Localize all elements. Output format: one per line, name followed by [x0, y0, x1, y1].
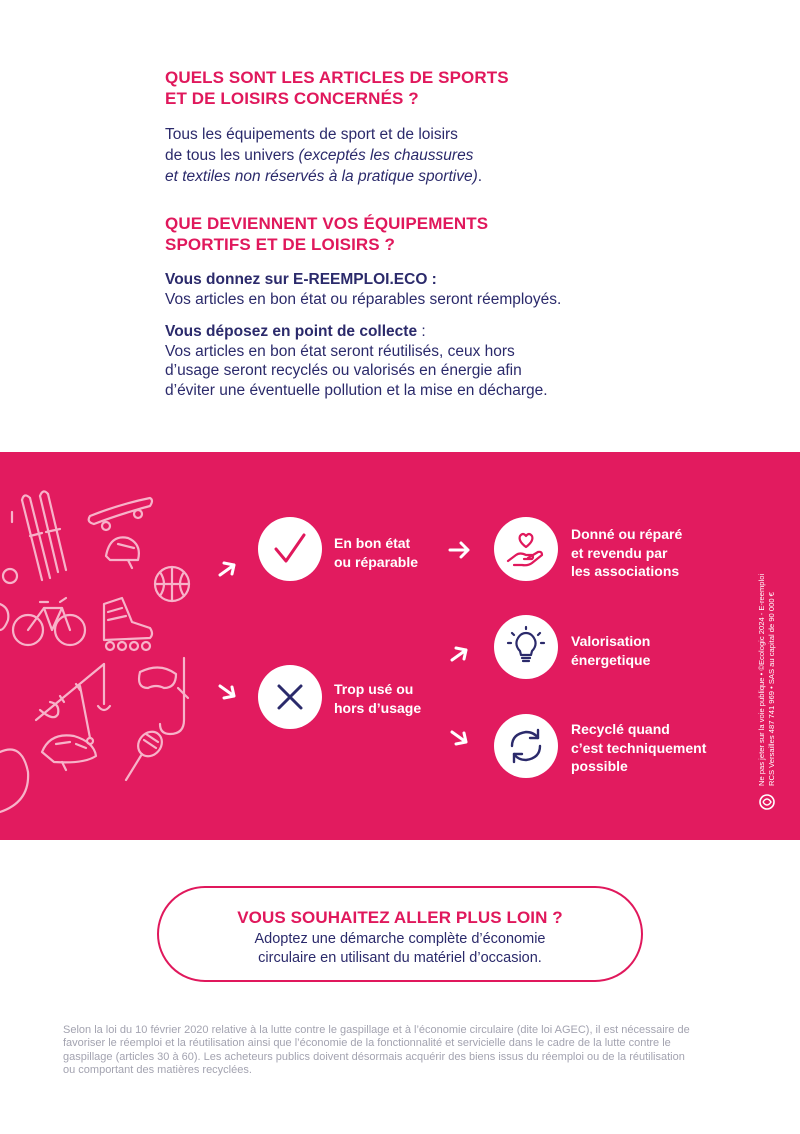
footnote-line: Selon la loi du 10 février 2020 relative à la lutte contre le gaspillage et à l’économie circulaire (dite loi AGEC), il est nécessaire de: [63, 1024, 690, 1036]
stick-icon: [80, 686, 93, 744]
recycling-circle: [494, 714, 558, 778]
deposit-colon: :: [417, 323, 426, 340]
deposit-heading: Vous déposez en point de collecte: [165, 323, 418, 340]
label-line: En bon état: [334, 535, 411, 551]
description-line: [165, 166, 585, 187]
description-plain: .: [477, 168, 483, 185]
worn-out-label: [334, 680, 421, 717]
section-title-line: ET DE LOISIRS CONCERNÉS ?: [165, 89, 419, 108]
ball-icon: [3, 569, 17, 583]
section-title-equipment-fate: [165, 213, 488, 255]
label-line: c’est techniquement: [571, 739, 707, 756]
checkmark-icon: [270, 529, 310, 569]
footnote-line: gaspillage (articles 30 à 60). Les acheteurs publics doivent désormais acquérir des biens issus du réemploi ou de la réutilisation: [63, 1050, 685, 1063]
recycled-label: [571, 720, 706, 776]
label-line: énergetique: [571, 651, 651, 668]
footnote-line: ou comportant des matières recyclées.: [63, 1063, 252, 1076]
cross-circle: [258, 665, 322, 729]
legal-line-2: RCS Versailles 487 741 969 • SAS au capital de 90 000 €: [767, 592, 776, 786]
label-line: Recyclé quand: [571, 721, 670, 737]
sports-equipment-illustration: [0, 452, 240, 840]
ecologic-logo-icon: [760, 795, 774, 809]
label-line: et revendu par: [571, 544, 668, 561]
fishing-rod-icon: [36, 664, 110, 720]
skis-icon: [12, 491, 66, 580]
label-line: Valorisation: [571, 633, 651, 649]
callout-title: VOUS SOUHAITEZ ALLER PLUS LOIN ?: [237, 908, 563, 927]
roller-skate-icon: [104, 598, 152, 650]
deposit-paragraph: [165, 322, 635, 400]
legal-footnote: [63, 1024, 739, 1077]
label-line: ou réparable: [334, 553, 419, 570]
label-line: hors d’usage: [334, 699, 422, 716]
callout-line: circulaire en utilisant du matériel d’occasion.: [258, 950, 542, 966]
deposit-line: Vos articles en bon état seront réutilisés, ceux hors: [165, 342, 515, 360]
label-line: Trop usé ou: [334, 681, 414, 697]
basketball-icon: [155, 567, 189, 601]
arrow-right-icon: [448, 540, 472, 560]
description-italic: et textiles non réservés à la pratique sportive): [165, 168, 478, 185]
arrow-up-right-icon: [448, 642, 472, 664]
arrow-right-icon: [216, 557, 240, 579]
legal-vertical-text: [752, 496, 786, 836]
good-condition-label: [334, 534, 418, 571]
arrow-down-right-icon: [448, 728, 472, 750]
callout-text: [159, 930, 641, 968]
recycling-flow-band: [0, 452, 800, 840]
snorkel-mask-icon: [139, 658, 184, 734]
lightbulb-icon: [504, 625, 548, 669]
section-title-articles: [165, 67, 509, 109]
checkmark-circle: [258, 517, 322, 581]
skateboard-icon: [89, 498, 152, 530]
description-italic: (exceptés les chaussures: [298, 147, 474, 164]
recycle-arrows-icon: [504, 724, 548, 768]
energy-circle: [494, 615, 558, 679]
description-line: Tous les équipements de sport et de loisirs: [165, 126, 458, 143]
tennis-racket-icon: [126, 727, 167, 780]
energy-recovery-label: [571, 632, 650, 669]
callout-line: Adoptez une démarche complète d’économie: [254, 931, 546, 947]
label-line: les associations: [571, 563, 680, 579]
donate-heading: Vous donnez sur E-REEMPLOI.ECO :: [165, 271, 437, 288]
section-title-line: QUE DEVIENNENT VOS ÉQUIPEMENTS: [165, 214, 489, 233]
donated-label: [571, 525, 682, 581]
go-further-callout: [157, 886, 643, 982]
section-title-line: QUELS SONT LES ARTICLES DE SPORTS: [165, 68, 509, 87]
donate-text: Vos articles en bon état ou réparables seront réemployés.: [165, 290, 562, 308]
arrow-down-right-icon: [216, 682, 240, 704]
bicycle-icon: [13, 598, 85, 645]
legal-line-1: Ne pas jeter sur la voie publique • ©Ecologic 2024 - E-reemploi: [757, 573, 766, 786]
label-line: possible: [571, 758, 628, 774]
description-plain: de tous les univers: [165, 147, 299, 164]
charity-circle: [494, 517, 558, 581]
footnote-line: favoriser le réemploi et la réutilisation ainsi que l’économie de la fonctionnalité et servicielle dans le cadre de la lutte contre le: [63, 1037, 671, 1050]
donate-paragraph: [165, 270, 635, 309]
deposit-line: d’éviter une éventuelle pollution et la mise en décharge.: [165, 381, 548, 399]
description-line: [165, 145, 585, 166]
section-title-line: SPORTIFS ET DE LOISIRS ?: [165, 235, 396, 254]
articles-description: [165, 124, 585, 187]
hand-heart-icon: [504, 527, 548, 571]
cross-icon: [274, 681, 306, 713]
helmet-icon: [106, 537, 139, 568]
label-line: Donné ou réparé: [571, 526, 683, 542]
deposit-line: d’usage seront recyclés ou valorisés en énergie afin: [165, 362, 522, 379]
